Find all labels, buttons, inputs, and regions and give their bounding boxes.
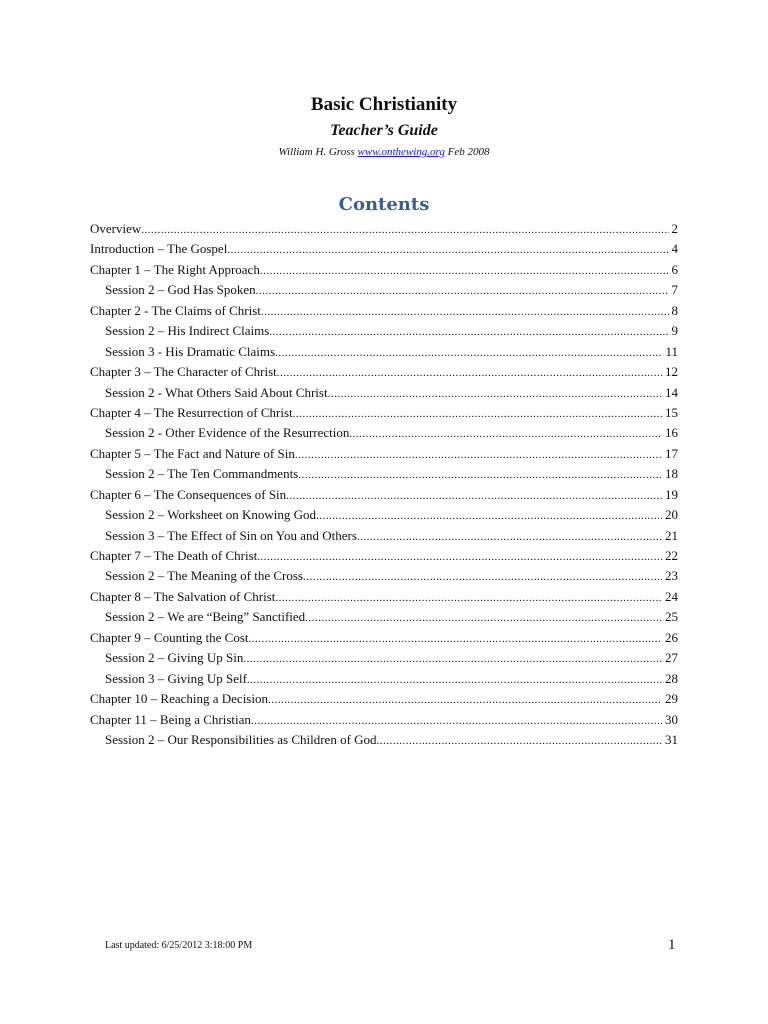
toc-entry-page: 11: [665, 343, 678, 359]
toc-entry-title: Chapter 3 – The Character of Christ: [90, 364, 277, 380]
last-updated: Last updated: 6/25/2012 3:18:00 PM: [105, 940, 253, 951]
toc-entry-page: 23: [665, 568, 678, 584]
toc-entry-session[interactable]: [90, 383, 678, 403]
toc-entry-title: Chapter 9 – Counting the Cost: [90, 629, 249, 645]
toc-entry-page: 7: [671, 282, 678, 298]
toc-entry-page: 27: [665, 650, 678, 666]
toc-entry-page: 24: [665, 588, 678, 604]
toc-entry-page: 16: [665, 425, 678, 441]
toc-entry-session[interactable]: [90, 607, 678, 627]
toc-entry-title: Introduction – The Gospel: [90, 241, 228, 257]
toc-entry-session[interactable]: [90, 464, 678, 484]
toc-dot-leader: [249, 629, 662, 648]
toc-entry-chapter[interactable]: [90, 239, 678, 259]
toc-entry-title: Session 2 – We are “Being” Sanctified: [105, 609, 306, 625]
toc-dot-leader: [316, 506, 662, 525]
toc-dot-leader: [275, 343, 662, 362]
toc-dot-leader: [275, 588, 662, 607]
toc-dot-leader: [243, 649, 662, 668]
toc-entry-session[interactable]: [90, 505, 678, 525]
toc-dot-leader: [286, 486, 662, 505]
toc-entry-title: Chapter 7 – The Death of Christ: [90, 548, 258, 563]
document-title: Basic Christianity: [310, 94, 458, 115]
toc-dot-leader: [251, 711, 662, 730]
toc-dot-leader: [256, 281, 669, 300]
toc-entry-chapter[interactable]: [90, 219, 678, 239]
toc-entry-page: 20: [665, 507, 678, 523]
toc-entry-page: 14: [665, 384, 678, 400]
toc-entry-page: 21: [665, 527, 678, 543]
toc-dot-leader: [303, 567, 662, 586]
toc-entry-page: 18: [665, 466, 678, 482]
toc-entry-title: Chapter 11 – Being a Christian: [90, 711, 251, 727]
toc-entry-page: 26: [665, 629, 678, 645]
toc-dot-leader: [305, 608, 662, 627]
toc-entry-chapter[interactable]: [90, 710, 678, 730]
toc-entry-title: Chapter 10 – Reaching a Decision: [90, 691, 268, 707]
toc-entry-session[interactable]: [90, 321, 678, 341]
toc-entry-title: Session 2 - Other Evidence of the Resurrection: [105, 425, 350, 441]
toc-entry-title: Session 2 – Worksheet on Knowing God: [105, 507, 317, 523]
toc-entry-page: 6: [671, 261, 678, 277]
toc-dot-leader: [269, 322, 668, 341]
toc-entry-page: 22: [665, 548, 678, 563]
toc-entry-session[interactable]: [90, 648, 678, 668]
toc-entry-chapter[interactable]: [90, 587, 678, 607]
toc-entry-title: Session 2 – Our Responsibilities as Children of God: [105, 731, 377, 747]
toc-dot-leader: [277, 363, 662, 382]
toc-entry-title: Session 2 – The Meaning of the Cross: [105, 568, 303, 584]
toc-entry-title: Session 2 – Giving Up Sin: [105, 650, 244, 666]
toc-entry-chapter[interactable]: [90, 362, 678, 382]
contents-heading: Contents: [338, 194, 430, 215]
byline-date: Feb 2008: [447, 146, 490, 158]
toc-entry-chapter[interactable]: [90, 546, 678, 566]
table-of-contents: [90, 219, 678, 750]
toc-entry-title: Chapter 8 – The Salvation of Christ: [90, 588, 276, 604]
toc-dot-leader: [257, 547, 662, 566]
toc-entry-session[interactable]: [90, 423, 678, 443]
toc-entry-session[interactable]: [90, 566, 678, 586]
toc-entry-page: 15: [665, 404, 678, 420]
toc-entry-page: 29: [665, 691, 678, 707]
toc-entry-title: Session 2 – God Has Spoken: [105, 282, 256, 298]
toc-entry-session[interactable]: [90, 280, 678, 300]
toc-dot-leader: [227, 240, 668, 259]
toc-entry-title: Chapter 2 - The Claims of Christ: [90, 302, 261, 318]
toc-entry-title: Overview: [90, 221, 142, 236]
toc-entry-chapter[interactable]: [90, 444, 678, 464]
toc-dot-leader: [349, 424, 662, 443]
toc-entry-page: 9: [671, 323, 678, 339]
toc-entry-page: 17: [665, 445, 678, 461]
byline: [0, 145, 768, 160]
document-subtitle: Teacher’s Guide: [330, 122, 438, 139]
toc-entry-session[interactable]: [90, 526, 678, 546]
toc-entry-title: Chapter 6 – The Consequences of Sin: [90, 486, 287, 502]
byline-author: William H. Gross: [278, 146, 355, 158]
toc-entry-session[interactable]: [90, 730, 678, 750]
toc-dot-leader: [295, 445, 662, 464]
toc-dot-leader: [268, 690, 662, 709]
toc-entry-chapter[interactable]: [90, 301, 678, 321]
toc-entry-chapter[interactable]: [90, 403, 678, 423]
toc-entry-page: 30: [665, 711, 678, 727]
toc-entry-page: 28: [665, 670, 678, 686]
toc-dot-leader: [377, 731, 662, 750]
toc-entry-title: Session 2 - What Others Said About Christ: [105, 384, 328, 400]
toc-dot-leader: [260, 261, 669, 280]
toc-entry-title: Session 2 – His Indirect Claims: [105, 323, 270, 339]
toc-entry-title: Chapter 4 – The Resurrection of Christ: [90, 404, 293, 420]
toc-dot-leader: [357, 527, 662, 546]
toc-dot-leader: [293, 404, 662, 423]
toc-entry-page: 19: [665, 486, 678, 502]
toc-entry-chapter[interactable]: [90, 260, 678, 280]
toc-entry-title: Session 3 – Giving Up Self: [105, 670, 247, 686]
toc-entry-title: Session 3 – The Effect of Sin on You and Others: [105, 527, 357, 543]
toc-entry-title: Chapter 5 – The Fact and Nature of Sin: [90, 445, 295, 461]
toc-entry-page: 25: [665, 609, 678, 625]
toc-entry-page: 4: [671, 241, 678, 257]
toc-dot-leader: [328, 384, 662, 403]
toc-entry-title: Session 2 – The Ten Commandments: [105, 466, 299, 482]
toc-dot-leader: [298, 465, 662, 484]
toc-entry-chapter[interactable]: [90, 485, 678, 505]
page-number: 1: [668, 937, 676, 953]
website-link[interactable]: www.onthewing.org: [357, 146, 445, 158]
toc-entry-title: Session 3 - His Dramatic Claims: [105, 343, 276, 359]
toc-entry-session[interactable]: [90, 342, 678, 362]
toc-dot-leader: [247, 670, 662, 689]
toc-entry-page: 2: [671, 221, 678, 236]
toc-dot-leader: [141, 220, 668, 239]
toc-entry-session[interactable]: [90, 669, 678, 689]
toc-entry-page: 12: [665, 364, 678, 380]
toc-entry-title: Chapter 1 – The Right Approach: [90, 261, 260, 277]
toc-entry-page: 31: [665, 731, 678, 747]
toc-dot-leader: [261, 302, 669, 321]
toc-entry-page: 8: [671, 302, 678, 318]
toc-entry-chapter[interactable]: [90, 628, 678, 648]
toc-entry-chapter[interactable]: [90, 689, 678, 709]
